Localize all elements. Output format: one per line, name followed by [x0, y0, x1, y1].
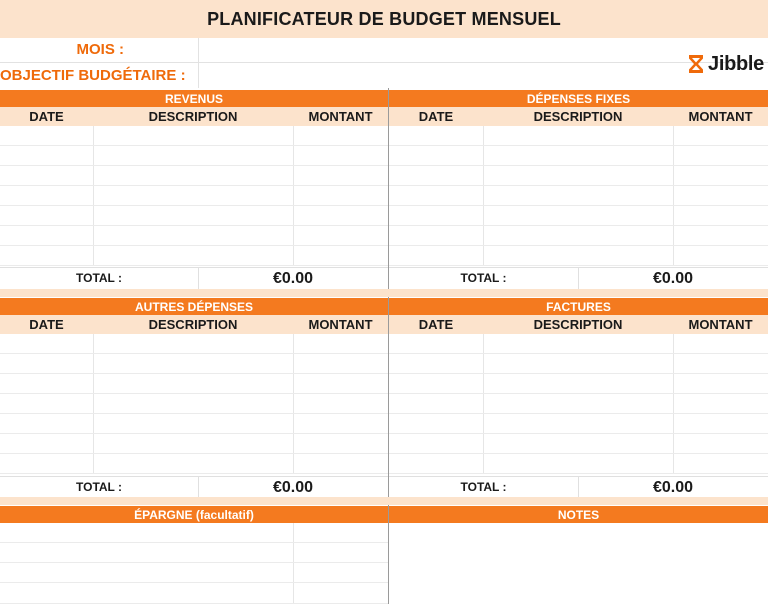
factures-table[interactable]	[389, 334, 768, 474]
depenses-fixes-header: DÉPENSES FIXES	[389, 90, 768, 107]
table-row[interactable]	[389, 394, 768, 414]
table-row[interactable]	[0, 394, 388, 414]
depenses-fixes-total-row	[389, 267, 768, 289]
factures-total-row	[389, 476, 768, 498]
total-value: €0.00	[272, 479, 314, 496]
table-row[interactable]	[389, 246, 768, 266]
budget-goal-label: OBJECTIF BUDGÉTAIRE :	[0, 67, 186, 84]
table-row[interactable]	[389, 454, 768, 474]
column-amount: MONTANT	[308, 109, 373, 124]
total-label: TOTAL :	[76, 480, 122, 494]
total-value: €0.00	[652, 479, 694, 496]
month-label: MOIS :	[76, 41, 124, 58]
budget-goal-row	[0, 62, 768, 88]
table-row[interactable]	[389, 146, 768, 166]
month-row	[0, 38, 768, 63]
table-row[interactable]	[0, 206, 388, 226]
revenus-column-headers	[0, 107, 388, 126]
notes-header: NOTES	[389, 506, 768, 523]
revenus-header: REVENUS	[0, 90, 388, 107]
table-row[interactable]	[389, 126, 768, 146]
table-row[interactable]	[0, 354, 388, 374]
table-row[interactable]	[0, 186, 388, 206]
column-date: DATE	[418, 317, 454, 332]
table-row[interactable]	[0, 543, 388, 563]
column-date: DATE	[418, 109, 454, 124]
column-date: DATE	[29, 317, 64, 332]
section-separator	[0, 289, 768, 297]
revenus-total-row	[0, 267, 388, 289]
table-row[interactable]	[389, 414, 768, 434]
column-amount: MONTANT	[308, 317, 373, 332]
table-row[interactable]	[0, 563, 388, 583]
autres-depenses-header: AUTRES DÉPENSES	[0, 298, 388, 315]
table-row[interactable]	[0, 246, 388, 266]
table-row[interactable]	[389, 434, 768, 454]
column-amount: MONTANT	[688, 317, 753, 332]
total-value: €0.00	[652, 270, 694, 287]
hourglass-logo-icon	[687, 54, 705, 74]
table-row[interactable]	[0, 334, 388, 354]
table-row[interactable]	[0, 434, 388, 454]
total-label: TOTAL :	[460, 271, 507, 285]
table-row[interactable]	[389, 334, 768, 354]
page-title: PLANIFICATEUR DE BUDGET MENSUEL	[0, 0, 768, 38]
table-row[interactable]	[389, 166, 768, 186]
column-description: DESCRIPTION	[533, 317, 623, 332]
factures-column-headers	[389, 315, 768, 334]
depenses-fixes-column-headers	[389, 107, 768, 126]
depenses-fixes-table[interactable]	[389, 126, 768, 266]
column-description: DESCRIPTION	[148, 317, 238, 332]
autres-depenses-column-headers	[0, 315, 388, 334]
table-row[interactable]	[389, 206, 768, 226]
month-field[interactable]	[198, 38, 768, 62]
autres-depenses-total-row	[0, 476, 388, 498]
table-row[interactable]	[0, 414, 388, 434]
factures-header: FACTURES	[389, 298, 768, 315]
budget-goal-field[interactable]	[198, 62, 768, 88]
column-description: DESCRIPTION	[148, 109, 238, 124]
revenus-table[interactable]	[0, 126, 388, 266]
table-row[interactable]	[389, 186, 768, 206]
table-row[interactable]	[389, 354, 768, 374]
table-row[interactable]	[0, 374, 388, 394]
table-row[interactable]	[0, 583, 388, 604]
autres-depenses-table[interactable]	[0, 334, 388, 474]
total-label: TOTAL :	[460, 480, 507, 494]
total-value: €0.00	[272, 270, 314, 287]
table-row[interactable]	[0, 454, 388, 474]
table-row[interactable]	[0, 523, 388, 543]
jibble-logo	[687, 52, 764, 76]
table-row[interactable]	[389, 374, 768, 394]
epargne-table[interactable]	[0, 523, 388, 604]
column-description: DESCRIPTION	[533, 109, 623, 124]
total-label: TOTAL :	[76, 271, 122, 285]
table-row[interactable]	[0, 166, 388, 186]
table-row[interactable]	[0, 226, 388, 246]
notes-area[interactable]	[389, 523, 768, 604]
section-separator	[0, 497, 768, 505]
column-date: DATE	[29, 109, 64, 124]
table-row[interactable]	[389, 226, 768, 246]
column-amount: MONTANT	[688, 109, 753, 124]
table-row[interactable]	[0, 126, 388, 146]
table-row[interactable]	[0, 146, 388, 166]
epargne-header: ÉPARGNE (facultatif)	[0, 506, 388, 523]
logo-text: Jibble	[708, 52, 764, 75]
